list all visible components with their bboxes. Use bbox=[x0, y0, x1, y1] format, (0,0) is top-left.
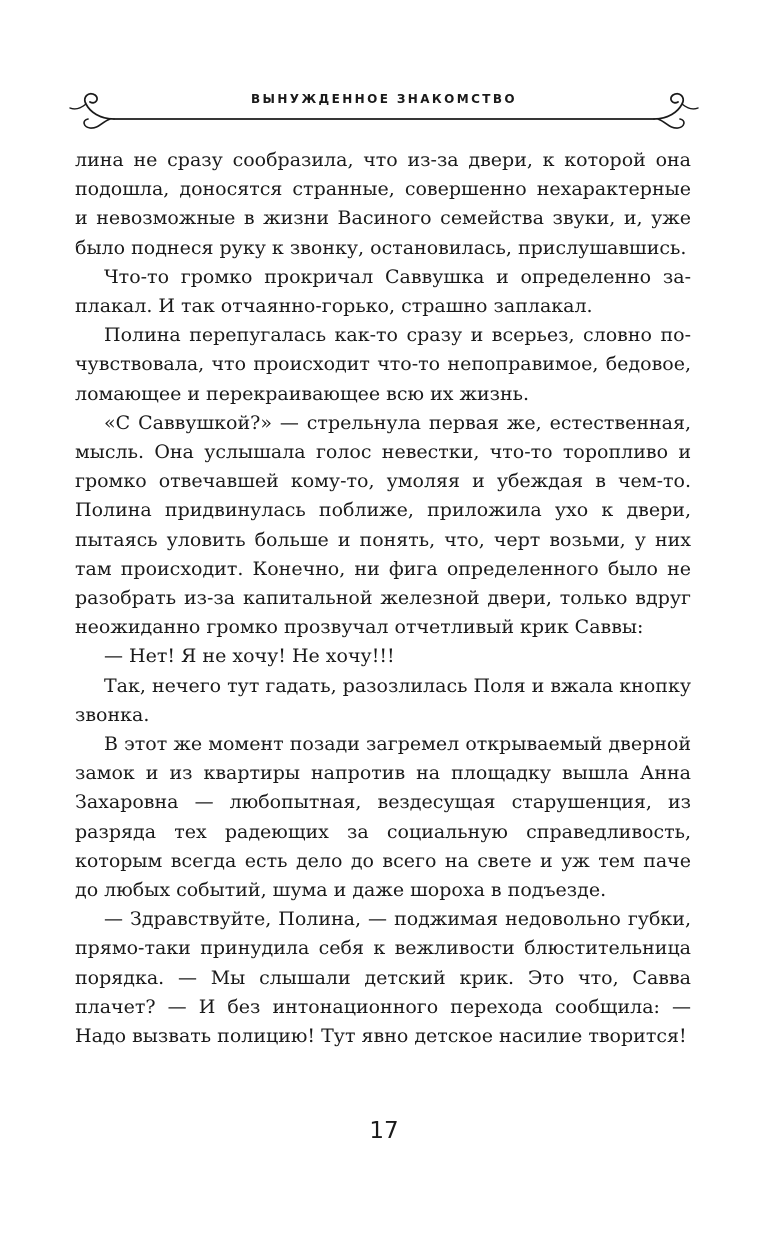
paragraph: лина не сразу сообразила, что из-за двери, к которой она подошла, доносятся странные, совершенно нехарактерные и невозможные в жизни Васиного семейства звуки, и, уже было поднеся руку к звонку, остановилась, прислушавшись. bbox=[75, 149, 691, 259]
body-text bbox=[75, 146, 691, 1051]
running-title: ВЫНУЖДЕННОЕ ЗНАКОМСТВО bbox=[250, 92, 518, 106]
paragraph: Полина перепугалась как-то сразу и всерьез, словно почувствовала, что происходит что-то непоправимое, бедовое, ломающее и перекраивающее всю их жизнь. bbox=[75, 324, 691, 405]
running-header bbox=[68, 88, 700, 134]
page-number: 17 bbox=[369, 1118, 399, 1144]
dialogue-line: — Нет! Я не хочу! Не хочу!!! bbox=[104, 645, 395, 668]
paragraph: Так, нечего тут гадать, разозлилась Поля и вжала кнопку звонка. bbox=[75, 674, 691, 726]
paragraph: Что-то громко прокричал Саввушка и определенно заплакал. И так отчаянно-горько, страшно заплакал. bbox=[75, 265, 691, 318]
dialogue-line: — Здравствуйте, Полина, — поджимая недовольно губки, прямо-таки принудила себя к вежливости блюстительница порядка. — Мы слышали детский крик. Это что, Савва плачет? — И без интонационного перехода сообщила: — Надо вызвать полицию! Тут явно детское насилие творится! bbox=[75, 908, 691, 1048]
paragraph: В этот же момент позади загремел открываемый дверной замок и из квартиры напротив на площадку вышла Анна Захаровна — любопытная, вездесущая старушенция, из разряда тех радеющих за социальную справедливость, которым всегда есть дело до всего на свете и уж тем паче до любых событий, шума и даже шороха в подъезде. bbox=[75, 733, 691, 902]
paragraph: «С Саввушкой?» — стрельнула первая же, естественная, мысль. Она услышала голос невестки, что-то торопливо и громко отвечавшей кому-то, умоляя и убеждая в чем-то. Полина придвинулась поближе, приложила ухо к двери, пытаясь уловить больше и понять, что, черт возьми, у них там происходит. Конечно, ни фига определенного было не разобрать из-за капитальной железной двери, только вдруг неожиданно громко прозвучал отчетливый крик Саввы: bbox=[75, 411, 691, 639]
